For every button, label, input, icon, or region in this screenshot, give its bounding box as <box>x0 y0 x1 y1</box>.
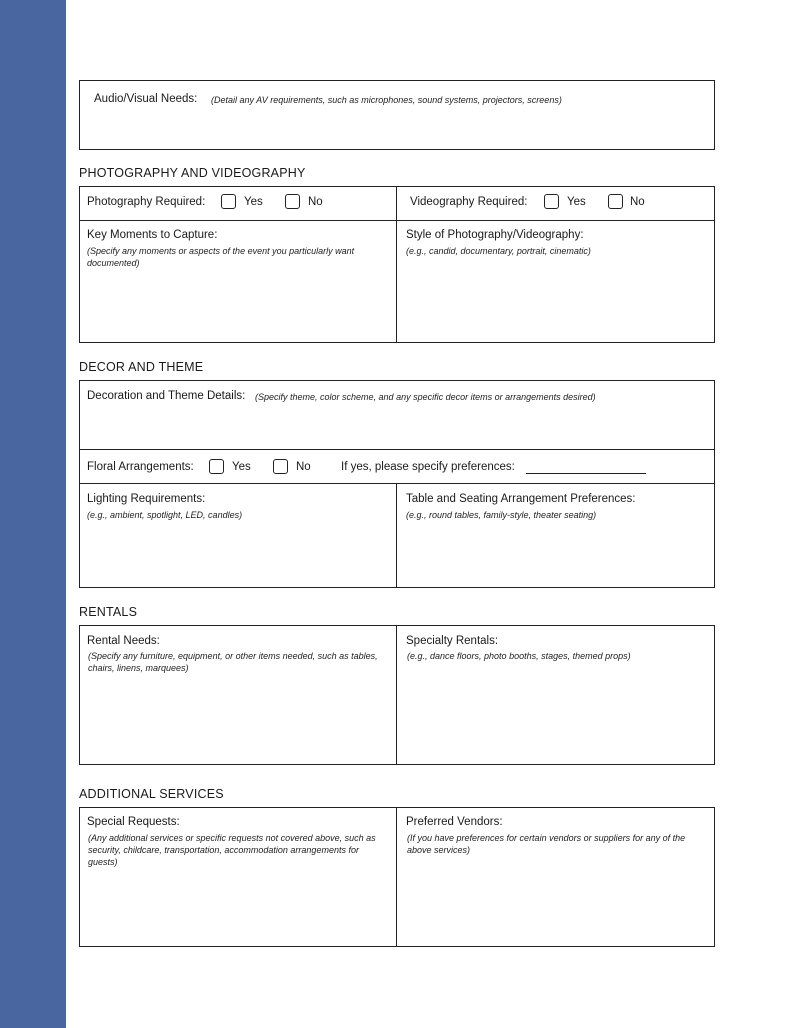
floral-no-checkbox[interactable] <box>273 459 288 474</box>
av-needs-field[interactable] <box>79 80 715 150</box>
videography-yes-checkbox[interactable] <box>544 194 559 209</box>
photography-yes-checkbox[interactable] <box>221 194 236 209</box>
preferred-vendors-field[interactable] <box>397 808 714 946</box>
special-requests-hint: (Any additional services or specific requests not covered above, such as security, childcare, transportation, accommodation arrangements for guests) <box>88 833 376 867</box>
floral-specify-label: If yes, please specify preferences: <box>341 461 515 473</box>
videography-no-checkbox[interactable] <box>608 194 623 209</box>
decor-details-hint: (Specify theme, color scheme, and any specific decor items or arrangements desired) <box>255 392 596 402</box>
av-needs-hint: (Detail any AV requirements, such as microphones, sound systems, projectors, screens) <box>211 95 562 105</box>
photography-yes-label: Yes <box>244 196 263 208</box>
divider <box>79 449 715 450</box>
photo-style-label: Style of Photography/Videography: <box>406 229 584 241</box>
section-heading-rentals: RENTALS <box>79 605 138 619</box>
lighting-hint: (e.g., ambient, spotlight, LED, candles) <box>87 510 243 520</box>
rental-needs-label: Rental Needs: <box>87 635 160 647</box>
section-heading-additional: ADDITIONAL SERVICES <box>79 787 224 801</box>
sidebar-band <box>0 0 66 1028</box>
preferred-vendors-hint: (If you have preferences for certain vendors or suppliers for any of the above services) <box>407 833 686 855</box>
floral-yes-label: Yes <box>232 461 251 473</box>
rental-needs-hint: (Specify any furniture, equipment, or other items needed, such as tables, chairs, linens, marquees) <box>88 651 378 673</box>
photo-style-hint: (e.g., candid, documentary, portrait, cinematic) <box>406 246 591 256</box>
seating-label: Table and Seating Arrangement Preferences: <box>406 493 636 505</box>
preferred-vendors-label: Preferred Vendors: <box>406 816 503 828</box>
photography-no-checkbox[interactable] <box>285 194 300 209</box>
photography-no-label: No <box>308 196 323 208</box>
av-needs-label: Audio/Visual Needs: <box>94 93 198 105</box>
videography-yes-label: Yes <box>567 196 586 208</box>
seating-hint: (e.g., round tables, family-style, theater seating) <box>406 510 597 520</box>
special-requests-field[interactable] <box>80 808 396 946</box>
special-requests-label: Special Requests: <box>87 816 180 828</box>
specialty-rentals-label: Specialty Rentals: <box>406 635 499 647</box>
floral-yes-checkbox[interactable] <box>209 459 224 474</box>
floral-label: Floral Arrangements: <box>87 461 194 473</box>
specialty-rentals-hint: (e.g., dance floors, photo booths, stages, themed props) <box>407 651 631 661</box>
lighting-label: Lighting Requirements: <box>87 493 206 505</box>
key-moments-hint: (Specify any moments or aspects of the event you particularly want documented) <box>87 246 355 268</box>
section-heading-photography: PHOTOGRAPHY AND VIDEOGRAPHY <box>79 166 306 180</box>
floral-no-label: No <box>296 461 311 473</box>
photography-required-label: Photography Required: <box>87 196 206 208</box>
decor-details-label: Decoration and Theme Details: <box>87 390 246 402</box>
videography-no-label: No <box>630 196 645 208</box>
key-moments-label: Key Moments to Capture: <box>87 229 218 241</box>
videography-required-label: Videography Required: <box>410 196 528 208</box>
floral-preferences-input[interactable] <box>526 473 646 474</box>
section-heading-decor: DECOR AND THEME <box>79 360 204 374</box>
